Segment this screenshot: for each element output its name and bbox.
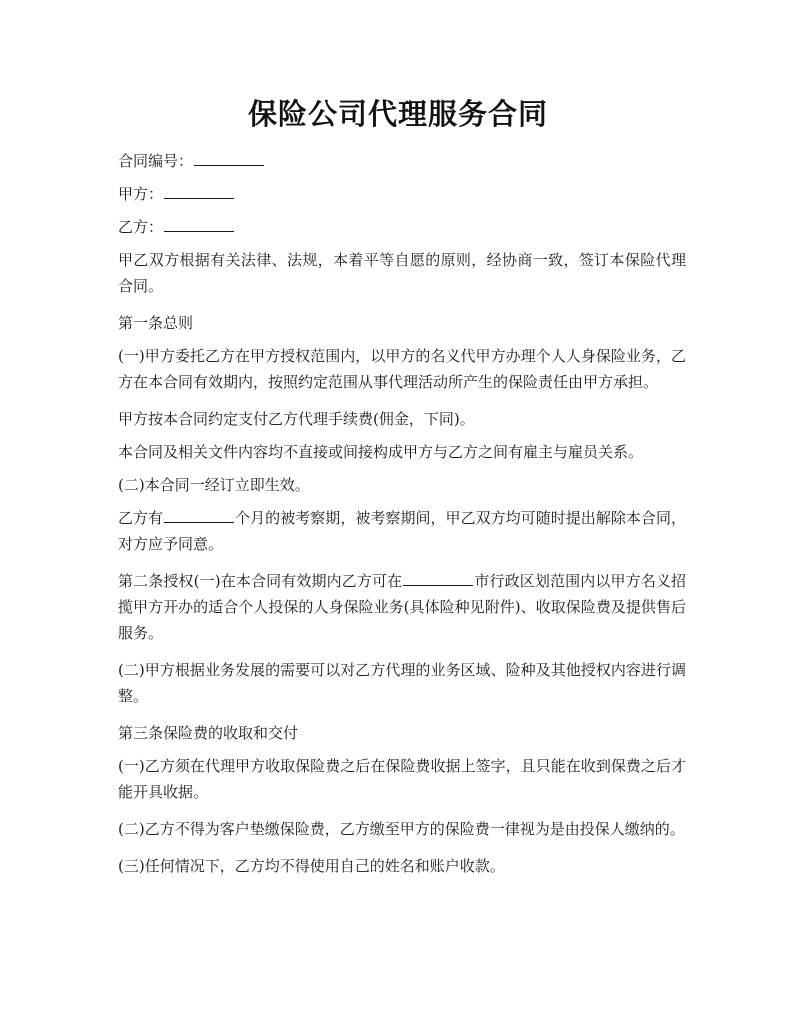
intro-paragraph: 甲乙双方根据有关法律、法规，本着平等自愿的原则，经协商一致，签订本保险代理合同。 bbox=[118, 251, 686, 295]
party-a-blank bbox=[164, 182, 234, 199]
document-body bbox=[118, 148, 686, 886]
article-1-clause-2: (二)本合同一经订立即生效。 bbox=[118, 476, 310, 494]
party-a-line bbox=[118, 181, 686, 207]
party-b-line bbox=[118, 214, 686, 240]
article-2-text-before: 第二条授权(一)在本合同有效期内乙方可在 bbox=[118, 572, 403, 590]
article-3-heading: 第三条保险费的收取和交付 bbox=[118, 724, 299, 742]
party-b-blank bbox=[164, 215, 234, 232]
document-title: 保险公司代理服务合同 bbox=[247, 97, 548, 131]
probation-text-after: 个月的被考察期，被考察期间，甲乙双方均可随时提出解除本合同，对方应予同意。 bbox=[118, 509, 686, 553]
article-1-commission: 甲方按本合同约定支付乙方代理手续费(佣金，下同)。 bbox=[118, 410, 475, 428]
probation-paragraph bbox=[118, 505, 686, 557]
article-2-text-after: 市行政区划范围内以甲方名义招揽甲方开办的适合个人投保的人身保险业务(具体险种见附件)、收取保险费及提供售后服务。 bbox=[118, 572, 686, 642]
probation-text-before: 乙方有 bbox=[118, 509, 164, 527]
article-3-clause-1: (一)乙方须在代理甲方收取保险费之后在保险费收据上签字，且只能在收到保费之后才能开具收据。 bbox=[118, 757, 686, 801]
article-2-clause-2: (二)甲方根据业务发展的需要可以对乙方代理的业务区域、险种及其他授权内容进行调整。 bbox=[118, 661, 686, 705]
city-blank bbox=[403, 569, 473, 586]
contract-number-blank bbox=[194, 149, 264, 166]
article-1-relationship: 本合同及相关文件内容均不直接或间接构成甲方与乙方之间有雇主与雇员关系。 bbox=[118, 443, 644, 461]
contract-number-line bbox=[118, 148, 686, 174]
article-2-clause-1 bbox=[118, 568, 686, 646]
article-3-clause-2: (二)乙方不得为客户垫缴保险费，乙方缴至甲方的保险费一律视为是由投保人缴纳的。 bbox=[118, 820, 685, 838]
party-b-label: 乙方： bbox=[118, 218, 164, 236]
article-1-clause-1: (一)甲方委托乙方在甲方授权范围内，以甲方的名义代甲方办理个人人身保险业务，乙方在本合同有效期内，按照约定范围从事代理活动所产生的保险责任由甲方承担。 bbox=[118, 347, 686, 391]
article-3-clause-3: (三)任何情况下，乙方均不得使用自己的姓名和账户收款。 bbox=[118, 857, 505, 875]
probation-months-blank bbox=[164, 506, 234, 523]
article-1-heading: 第一条总则 bbox=[118, 314, 194, 332]
party-a-label: 甲方： bbox=[118, 185, 164, 203]
contract-number-label: 合同编号： bbox=[118, 152, 194, 170]
